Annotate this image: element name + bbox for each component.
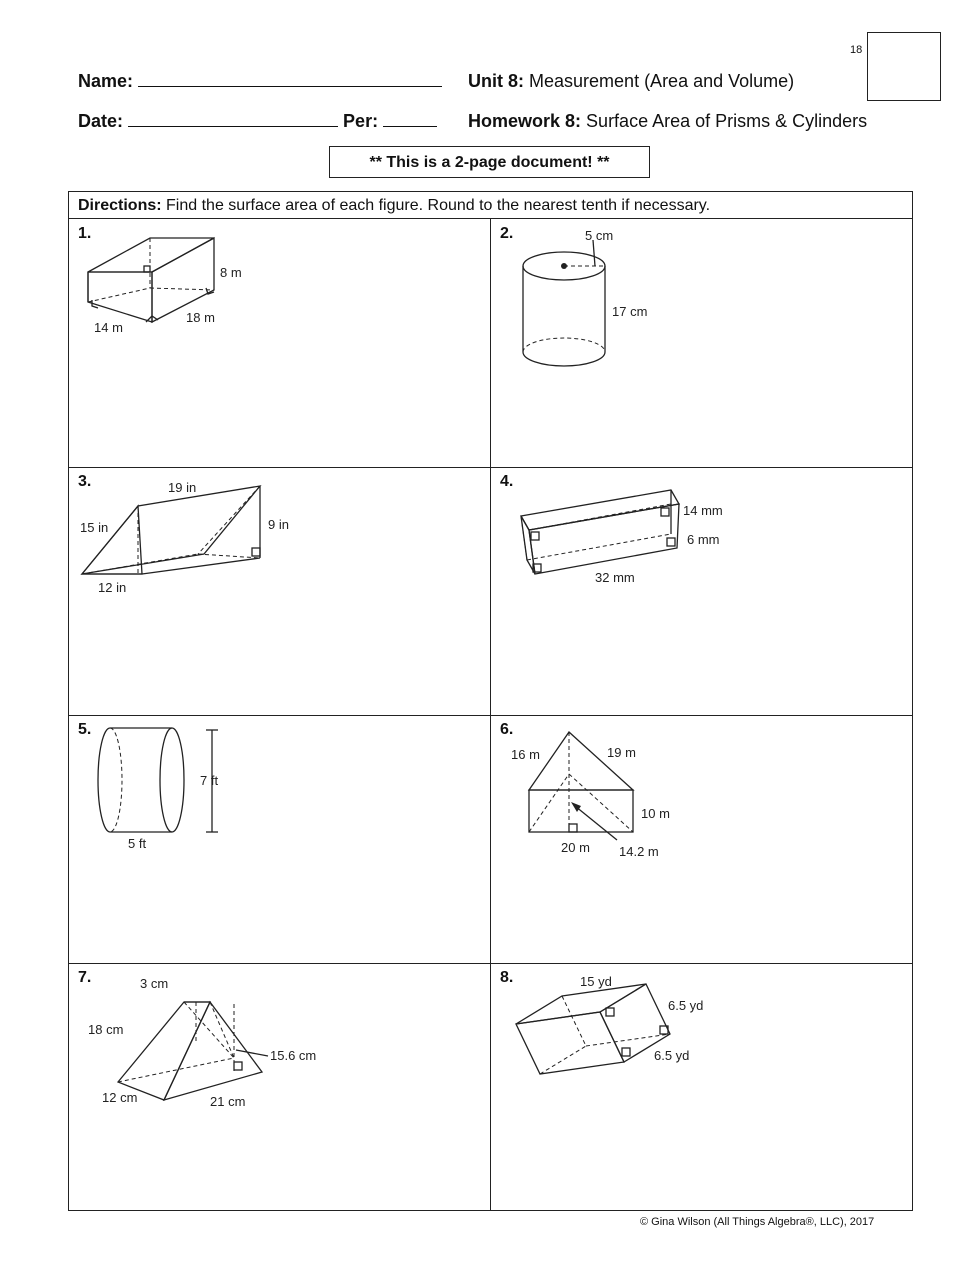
- directions-text: Find the surface area of each figure. Round to the nearest tenth if necessary.: [166, 197, 711, 214]
- fig5-label-height: 7 ft: [200, 773, 219, 788]
- fig8-label-height: 6.5 yd: [654, 1048, 690, 1063]
- per-field[interactable]: [383, 112, 437, 127]
- figure-6-triangular-prism: [505, 726, 685, 866]
- notice-box: ** This is a 2-page document! **: [329, 146, 650, 178]
- fig3-label-length: 19 in: [168, 480, 197, 495]
- figure-1-rectangular-prism: [80, 230, 260, 340]
- fig2-label-height: 17 cm: [612, 304, 648, 319]
- fig8-label-length: 15 yd: [580, 974, 612, 989]
- homework-label: Homework 8:: [468, 111, 582, 131]
- figure-3-triangular-prism: [78, 476, 308, 598]
- problem-6-number: 6.: [500, 721, 514, 738]
- fig6-label-length: 10 m: [641, 806, 670, 821]
- fig7-label-top: 3 cm: [140, 976, 169, 991]
- grid-divider-row-1: [68, 467, 913, 468]
- date-label: Date:: [78, 111, 124, 131]
- per-label: Per:: [343, 111, 379, 131]
- grid-divider-row-2: [68, 715, 913, 716]
- homework-title: Surface Area of Prisms & Cylinders: [586, 111, 868, 131]
- name-field[interactable]: [138, 72, 442, 87]
- fig7-label-length: 15.6 cm: [270, 1048, 317, 1063]
- fig1-label-width: 14 m: [94, 320, 123, 335]
- figure-5-cylinder-sideways: [90, 722, 250, 854]
- fig4-label-length-top: 14 mm: [683, 503, 723, 518]
- fig4-label-height: 6 mm: [687, 532, 720, 547]
- problem-4-number: 4.: [500, 473, 514, 490]
- name-label: Name:: [78, 71, 134, 91]
- fig3-label-base: 12 in: [98, 580, 127, 595]
- homework-heading: [468, 111, 867, 132]
- date-field[interactable]: [128, 112, 338, 127]
- grid-divider-row-3: [68, 963, 913, 964]
- fig2-label-radius: 5 cm: [585, 228, 614, 243]
- problem-1-number: 1.: [78, 225, 92, 242]
- fig7-label-slant: 18 cm: [88, 1022, 124, 1037]
- score-box[interactable]: [867, 32, 941, 101]
- figure-8-square-prism: [510, 970, 720, 1082]
- fig6-label-height: 14.2 m: [619, 844, 659, 859]
- problem-7-number: 7.: [78, 969, 92, 986]
- directions-label: Directions:: [78, 197, 162, 214]
- copyright: © Gina Wilson (All Things Algebra®, LLC), 2017: [640, 1216, 875, 1228]
- problem-3-number: 3.: [78, 473, 92, 490]
- unit-label: Unit 8:: [468, 71, 524, 91]
- figure-4-rectangular-prism: [515, 482, 745, 592]
- fig7-label-bottom: 21 cm: [210, 1094, 246, 1109]
- fig7-label-base: 12 cm: [102, 1090, 138, 1105]
- problem-8-number: 8.: [500, 969, 514, 986]
- fig6-label-base: 20 m: [561, 840, 590, 855]
- problem-5-number: 5.: [78, 721, 92, 738]
- fig3-label-height: 9 in: [268, 517, 289, 532]
- unit-heading: [468, 71, 794, 92]
- directions: [68, 191, 913, 219]
- unit-title: Measurement (Area and Volume): [529, 71, 795, 91]
- fig5-label-diameter: 5 ft: [128, 836, 147, 851]
- fig6-label-left-side: 16 m: [511, 747, 540, 762]
- problem-2-number: 2.: [500, 225, 514, 242]
- fig6-label-right-side: 19 m: [607, 745, 636, 760]
- fig3-label-hypotenuse: 15 in: [80, 520, 109, 535]
- fig8-label-width: 6.5 yd: [668, 998, 704, 1013]
- fig1-label-height: 8 m: [220, 265, 242, 280]
- page-number: 18: [850, 44, 863, 56]
- fig1-label-length: 18 m: [186, 310, 215, 325]
- fig4-label-length: 32 mm: [595, 570, 635, 585]
- name-row: [78, 71, 442, 92]
- figure-2-cylinder: [515, 222, 675, 370]
- figure-7-trapezoidal-prism: [88, 974, 338, 1114]
- date-row: [78, 111, 437, 132]
